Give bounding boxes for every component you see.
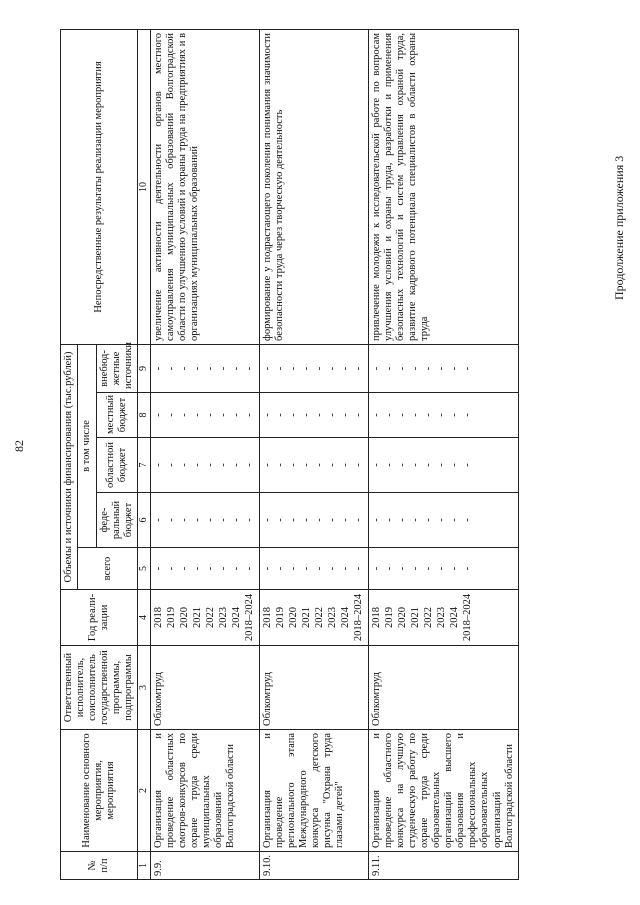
funding-dash: - [274,463,286,467]
funding-dash: - [370,366,382,371]
funding-dash: - [422,518,434,522]
funding-dash: - [396,566,408,571]
funding-dash: - [326,413,338,417]
funding-dash: - [326,463,338,467]
funding-dash: - [383,566,395,571]
row-num: 9.9. [150,852,259,880]
funding-dash: - [152,366,164,371]
row-funding-values [259,344,368,392]
funding-dash: - [287,518,299,522]
header-offbudget: внебюд-жетные источники [97,344,138,392]
funding-dash: - [313,413,325,417]
funding-dash: - [461,413,473,417]
program-table [60,29,519,880]
funding-dash: - [409,518,421,522]
col-number: 1 [138,852,151,880]
header-results: Непосредственные результаты реализации мероприятия [61,29,138,344]
funding-dash: - [313,566,325,571]
continuation-label: Продолжение приложения 3 [612,155,626,300]
funding-dash: - [230,518,242,522]
row-funding-values [150,493,259,548]
funding-dash: - [300,366,312,371]
row-years [150,590,259,646]
year-value: 2024 [339,607,351,628]
funding-dash: - [326,566,338,571]
row-funding-values [150,548,259,590]
funding-dash: - [287,413,299,417]
funding-dash: - [274,366,286,371]
funding-dash: - [435,463,447,467]
year-value: 2024 [230,607,242,628]
year-value: 2023 [326,607,338,628]
row-result: привлечение молодежи к исследовательской работе по вопросам улучшения условий и охраны труда, разработки и применения безопасных технологий и систем управления охраной труда, развитие кадрового потенциала специалистов в области охраны труда [368,29,518,344]
funding-dash: - [152,566,164,571]
year-value: 2019 [383,607,395,628]
col-number: 2 [138,730,151,852]
funding-dash: - [217,463,229,467]
year-value: 2022 [422,607,434,628]
funding-dash: - [352,366,364,371]
row-name: Организация и проведение областных смотров-конкурсов по охране труда среди муниципальных образований Волгоградской области [150,730,259,852]
funding-dash: - [409,566,421,571]
year-value: 2020 [178,607,190,628]
year-value: 2019 [274,607,286,628]
funding-dash: - [191,566,203,571]
funding-dash: - [217,366,229,371]
year-value: 2018 [152,607,164,628]
funding-dash: - [152,413,164,417]
header-incl: в том числе [78,344,97,547]
funding-dash: - [448,366,460,371]
header-year: Год реали-зации [61,590,138,646]
funding-dash: - [204,566,216,571]
row-funding-values [150,344,259,392]
header-total: всего [78,548,138,590]
funding-dash: - [461,366,473,371]
year-value: 2024 [448,607,460,628]
funding-dash: - [422,413,434,417]
row-funding-values [259,493,368,548]
year-value: 2018 [261,607,273,628]
row-name: Организация и проведение регионального этапа Международного конкурса детского рисунка "Охрана труда глазами детей" [259,730,368,852]
funding-dash: - [409,463,421,467]
funding-dash: - [165,518,177,522]
col-number: 6 [138,493,151,548]
funding-dash: - [313,518,325,522]
funding-dash: - [339,463,351,467]
row-executor: Облкомтруд [150,646,259,730]
col-number: 9 [138,344,151,392]
funding-dash: - [370,518,382,522]
funding-dash: - [152,463,164,467]
funding-dash: - [422,566,434,571]
row-funding-values [368,438,518,493]
rotated-table-container [60,30,600,880]
funding-dash: - [165,463,177,467]
year-value: 2018–2024 [461,593,473,642]
funding-dash: - [422,463,434,467]
funding-dash: - [339,413,351,417]
funding-dash: - [396,518,408,522]
funding-dash: - [191,413,203,417]
funding-dash: - [448,566,460,571]
funding-dash: - [287,366,299,371]
funding-dash: - [217,566,229,571]
funding-dash: - [326,518,338,522]
funding-dash: - [435,413,447,417]
col-number: 7 [138,438,151,493]
funding-dash: - [178,566,190,571]
funding-dash: - [422,366,434,371]
col-number: 8 [138,393,151,438]
page-number: 82 [12,440,26,452]
funding-dash: - [274,566,286,571]
header-local: местный бюджет [97,393,138,438]
header-funding: Объемы и источники финансирования (тыс.рублей) [61,344,78,589]
header-regional: областной бюджет [97,438,138,493]
row-name: Организация и проведение областного конкурса на лучшую студенческую работу по охране труда среди образовательных организаций высшего образования и профессиональных образовательных организаций Волгоградской области [368,730,518,852]
funding-dash: - [370,413,382,417]
row-funding-values [259,548,368,590]
funding-dash: - [396,366,408,371]
funding-dash: - [217,518,229,522]
year-value: 2020 [396,607,408,628]
row-years [368,590,518,646]
row-funding-values [368,548,518,590]
funding-dash: - [191,366,203,371]
funding-dash: - [274,518,286,522]
funding-dash: - [409,366,421,371]
funding-dash: - [383,463,395,467]
header-federal: феде-ральный бюджет [97,493,138,548]
funding-dash: - [313,463,325,467]
funding-dash: - [217,413,229,417]
funding-dash: - [352,566,364,571]
year-value: 2018 [370,607,382,628]
row-num: 9.11. [368,852,518,880]
funding-dash: - [461,566,473,571]
funding-dash: - [178,518,190,522]
funding-dash: - [448,463,460,467]
funding-dash: - [448,413,460,417]
funding-dash: - [230,566,242,571]
row-num: 9.10. [259,852,368,880]
funding-dash: - [165,413,177,417]
table-row [150,29,259,879]
row-executor: Облкомтруд [259,646,368,730]
year-value: 2020 [287,607,299,628]
funding-dash: - [300,518,312,522]
row-funding-values [150,393,259,438]
funding-dash: - [300,413,312,417]
year-value: 2019 [165,607,177,628]
row-executor: Облкомтруд [368,646,518,730]
funding-dash: - [461,463,473,467]
funding-dash: - [383,413,395,417]
funding-dash: - [204,518,216,522]
row-result: формирование у подрастающего поколения понимания значимости безопасности труда через творческую деятельность [259,29,368,344]
funding-dash: - [178,413,190,417]
row-years [259,590,368,646]
year-value: 2023 [435,607,447,628]
col-number: 5 [138,548,151,590]
funding-dash: - [261,463,273,467]
funding-dash: - [274,413,286,417]
funding-dash: - [370,463,382,467]
funding-dash: - [370,566,382,571]
funding-dash: - [191,518,203,522]
funding-dash: - [339,518,351,522]
funding-dash: - [339,366,351,371]
funding-dash: - [352,413,364,417]
funding-dash: - [326,366,338,371]
year-value: 2018–2024 [243,593,255,642]
row-funding-values [150,438,259,493]
funding-dash: - [261,518,273,522]
funding-dash: - [261,366,273,371]
funding-dash: - [313,366,325,371]
year-value: 2018–2024 [352,593,364,642]
year-value: 2022 [313,607,325,628]
funding-dash: - [178,463,190,467]
funding-dash: - [243,463,255,467]
header-num: № п/п [61,852,138,880]
header-name: Наименование основного мероприятия, мероприятия [61,730,138,852]
funding-dash: - [261,413,273,417]
row-result: увеличение активности деятельности органов местного самоуправления муниципальных образований Волгоградской области по улучшению условий и охраны труда на предприятиях и в организациях муниципальных образований [150,29,259,344]
funding-dash: - [165,366,177,371]
year-value: 2022 [204,607,216,628]
funding-dash: - [435,518,447,522]
row-funding-values [368,344,518,392]
funding-dash: - [383,518,395,522]
row-funding-values [368,393,518,438]
funding-dash: - [435,366,447,371]
funding-dash: - [300,566,312,571]
col-number: 10 [138,29,151,344]
year-value: 2021 [409,607,421,628]
funding-dash: - [178,366,190,371]
funding-dash: - [396,413,408,417]
row-funding-values [259,438,368,493]
funding-dash: - [287,566,299,571]
col-number: 4 [138,590,151,646]
table-row [259,29,368,879]
year-value: 2023 [217,607,229,628]
funding-dash: - [339,566,351,571]
funding-dash: - [448,518,460,522]
funding-dash: - [461,518,473,522]
row-funding-values [259,393,368,438]
year-value: 2021 [191,607,203,628]
funding-dash: - [396,463,408,467]
column-number-row [138,29,151,879]
funding-dash: - [243,518,255,522]
table-row [368,29,518,879]
funding-dash: - [352,518,364,522]
funding-dash: - [230,413,242,417]
year-value: 2021 [300,607,312,628]
funding-dash: - [243,566,255,571]
funding-dash: - [409,413,421,417]
funding-dash: - [152,518,164,522]
funding-dash: - [435,566,447,571]
funding-dash: - [383,366,395,371]
funding-dash: - [287,463,299,467]
funding-dash: - [243,413,255,417]
funding-dash: - [204,413,216,417]
funding-dash: - [261,566,273,571]
funding-dash: - [230,463,242,467]
row-funding-values [368,493,518,548]
funding-dash: - [230,366,242,371]
header-executor: Ответственный исполнитель, соисполнитель государственной программы, подпрограммы [61,646,138,730]
funding-dash: - [352,463,364,467]
funding-dash: - [204,463,216,467]
funding-dash: - [300,463,312,467]
funding-dash: - [243,366,255,371]
col-number: 3 [138,646,151,730]
funding-dash: - [204,366,216,371]
funding-dash: - [191,463,203,467]
funding-dash: - [165,566,177,571]
